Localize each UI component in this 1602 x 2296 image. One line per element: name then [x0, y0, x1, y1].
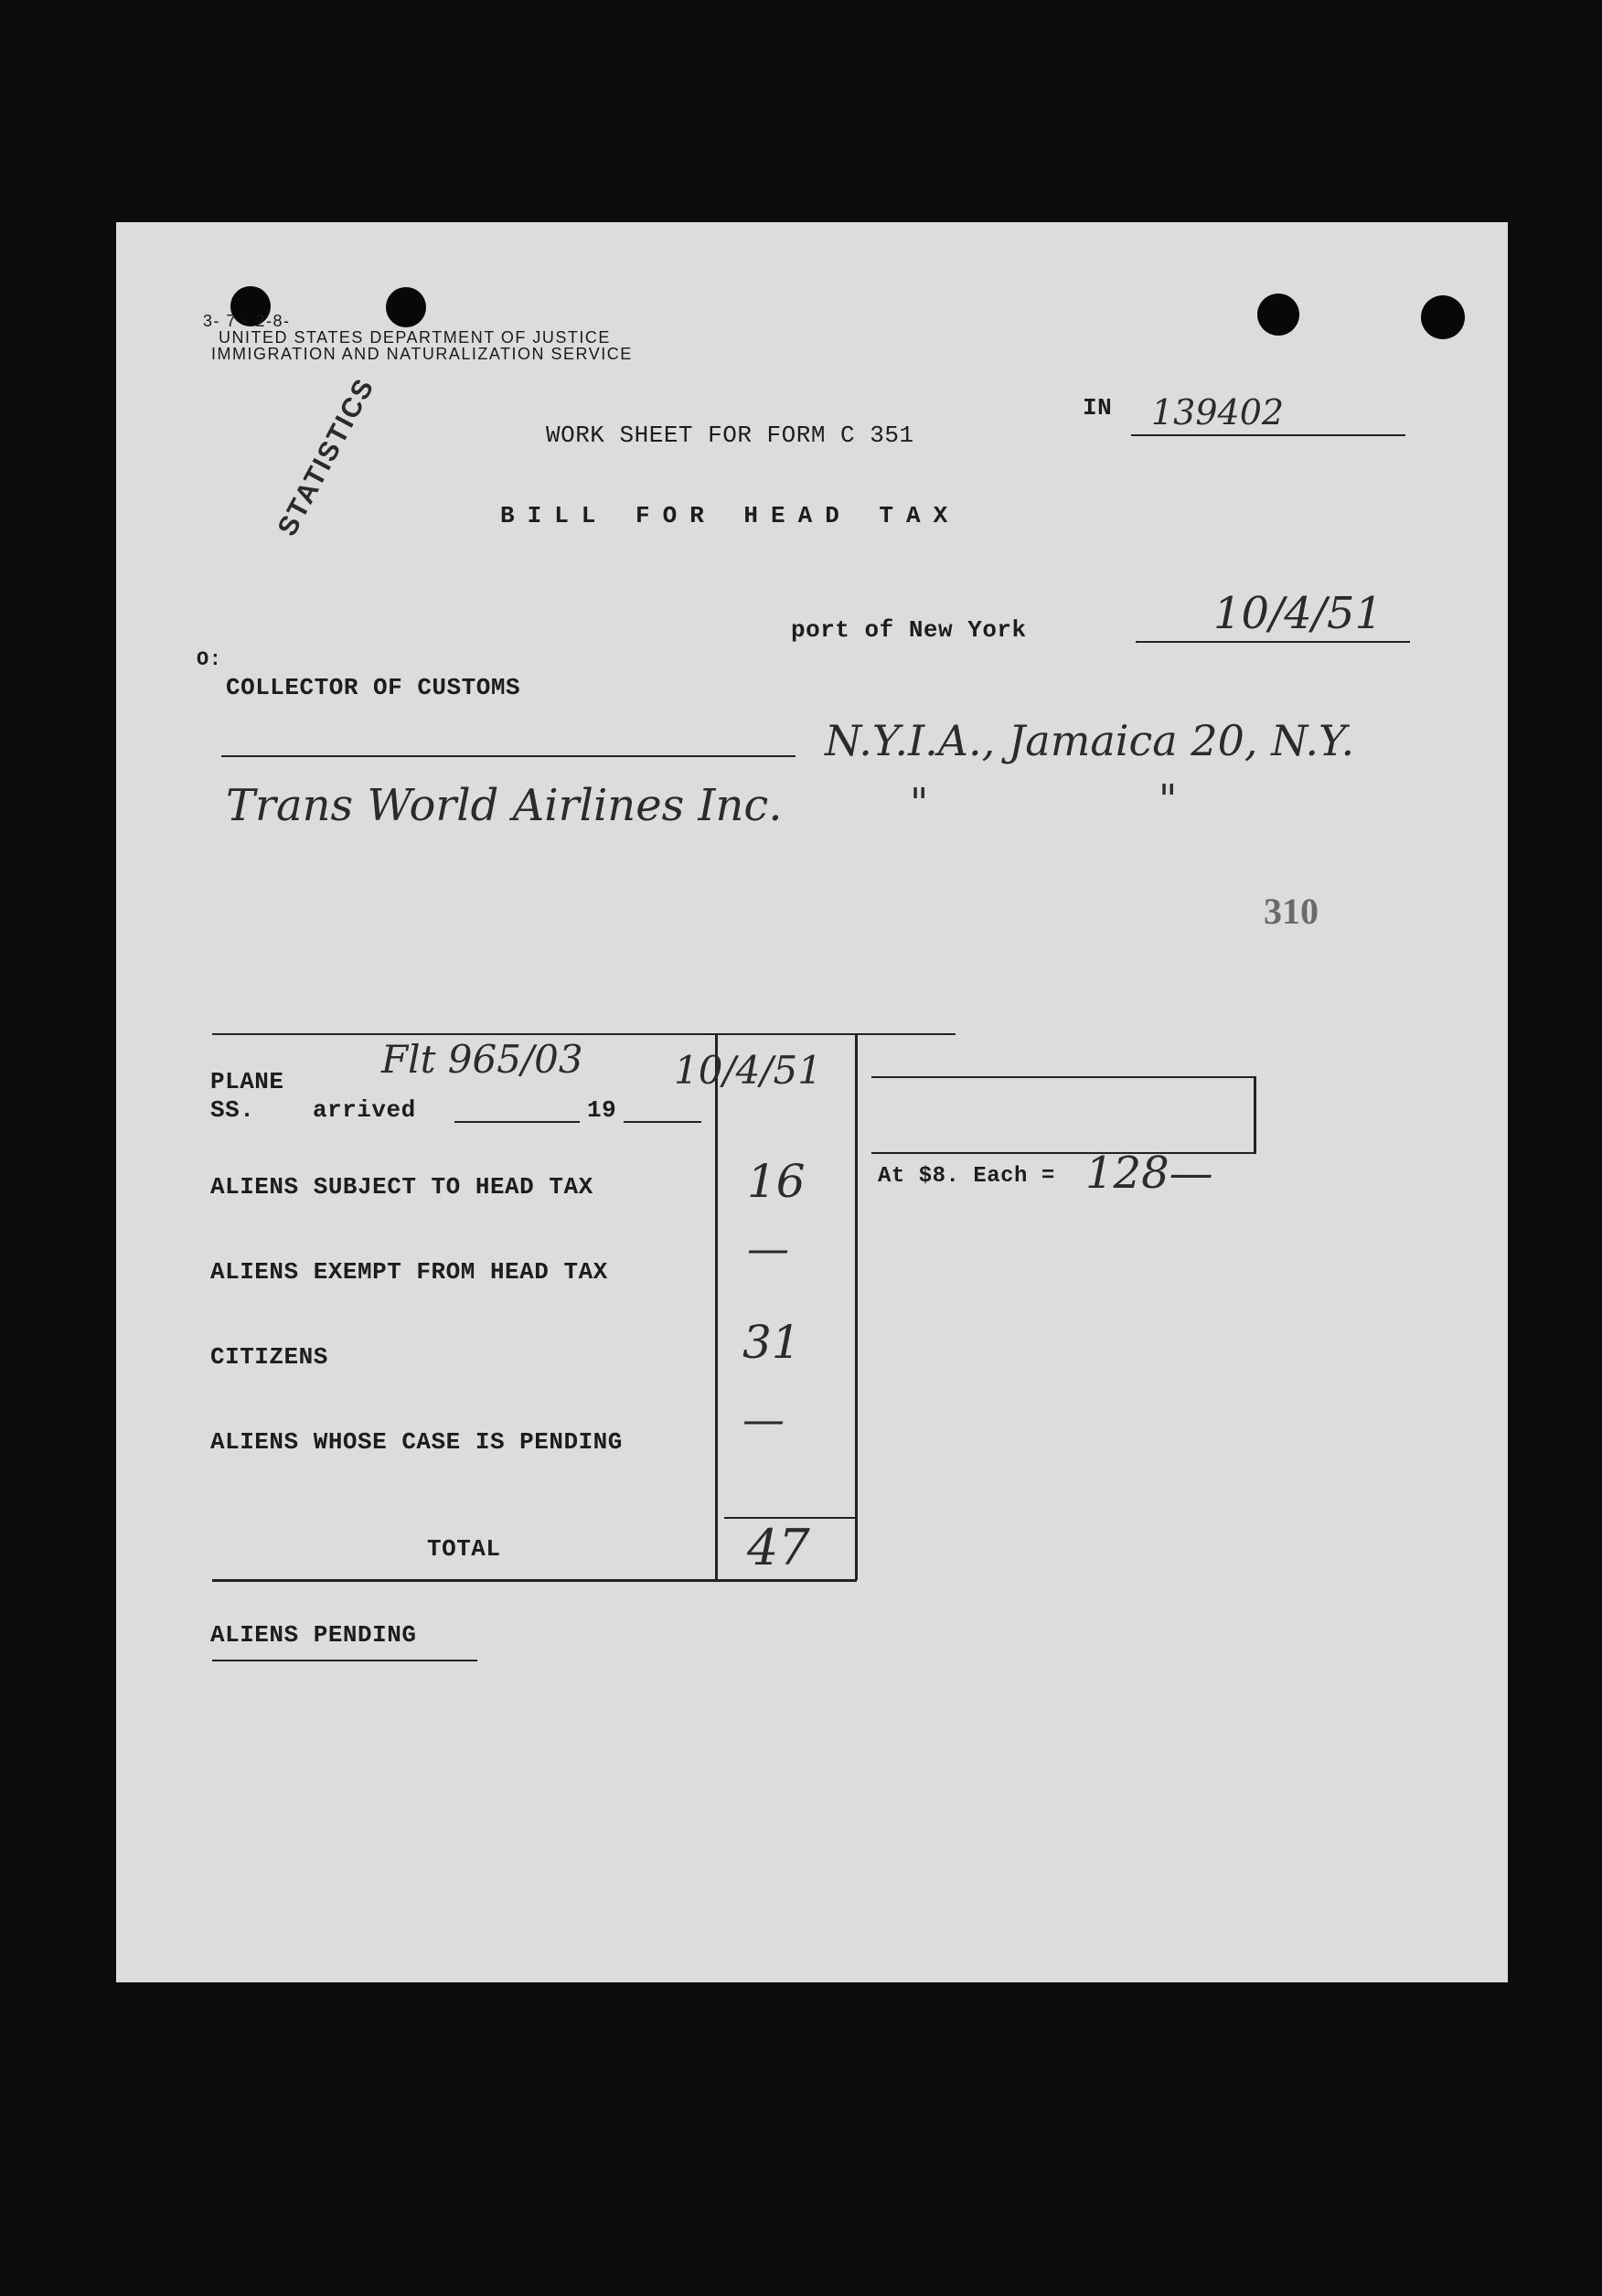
flight-date: 10/4/51 — [674, 1048, 822, 1093]
form-title: WORK SHEET FOR FORM C 351 — [546, 422, 914, 449]
year-blank-underline — [624, 1121, 701, 1123]
aliens-pending-underline — [212, 1660, 477, 1661]
row-label-citizens: CITIZENS — [210, 1343, 328, 1371]
address-field: N.Y.I.A., Jamaica 20, N.Y. — [825, 716, 1355, 765]
date-field: 10/4/51 — [1213, 588, 1383, 639]
rate-label: At $8. Each = — [878, 1164, 1055, 1189]
document-page — [116, 222, 1508, 1982]
page-number: 310 — [1264, 891, 1319, 932]
plane-label: PLANE — [210, 1068, 284, 1095]
rate-box-top — [871, 1076, 1255, 1078]
department-name: UNITED STATES DEPARTMENT OF JUSTICE — [219, 328, 611, 347]
arrived-label: arrived — [313, 1096, 416, 1124]
total-value: 47 — [747, 1519, 810, 1576]
form-code: 3- 7 - 2-8- — [203, 312, 291, 330]
statistics-stamp: STATISTICS — [272, 372, 381, 541]
rate-box-right — [1254, 1076, 1256, 1154]
row-value-citizens: 31 — [742, 1316, 801, 1369]
aliens-pending-label: ALIENS PENDING — [210, 1621, 417, 1649]
punch-hole — [386, 287, 426, 327]
row-value-aliens-pending-case: — — [742, 1394, 785, 1444]
in-number-underline — [1131, 434, 1405, 436]
collector-underline — [221, 755, 796, 757]
collector-name: COLLECTOR OF CUSTOMS — [226, 674, 521, 701]
ditto-mark: " — [1159, 776, 1178, 823]
value-column-left-rule — [715, 1033, 718, 1580]
service-name: IMMIGRATION AND NATURALIZATION SERVICE — [211, 345, 633, 363]
to-label: O: — [197, 648, 222, 671]
row-label-aliens-exempt: ALIENS EXEMPT FROM HEAD TAX — [210, 1258, 608, 1286]
row-value-aliens-subject: 16 — [747, 1155, 806, 1208]
punch-hole — [1257, 294, 1299, 336]
row-value-aliens-exempt: — — [747, 1223, 789, 1273]
value-column-right-rule — [855, 1033, 858, 1580]
total-label: TOTAL — [427, 1535, 501, 1563]
arrived-blank-underline — [454, 1121, 580, 1123]
row-label-aliens-subject: ALIENS SUBJECT TO HEAD TAX — [210, 1173, 593, 1201]
date-underline — [1136, 641, 1410, 643]
row-label-aliens-pending-case: ALIENS WHOSE CASE IS PENDING — [210, 1428, 623, 1456]
form-subtitle: BILL FOR HEAD TAX — [500, 502, 961, 529]
ditto-mark: " — [910, 780, 929, 827]
in-number: 139402 — [1151, 392, 1285, 433]
in-label: IN — [1083, 394, 1113, 422]
year-prefix: 19 — [587, 1096, 617, 1124]
table-bottom-rule — [212, 1579, 857, 1582]
flight-number: Flt 965/03 — [381, 1037, 583, 1082]
table-top-rule — [212, 1033, 956, 1035]
carrier-name: Trans World Airlines Inc. — [226, 780, 783, 831]
rate-amount: 128— — [1085, 1148, 1213, 1199]
port-label: port of New York — [791, 616, 1027, 644]
ss-label: SS. — [210, 1096, 255, 1124]
punch-hole — [1421, 295, 1465, 339]
